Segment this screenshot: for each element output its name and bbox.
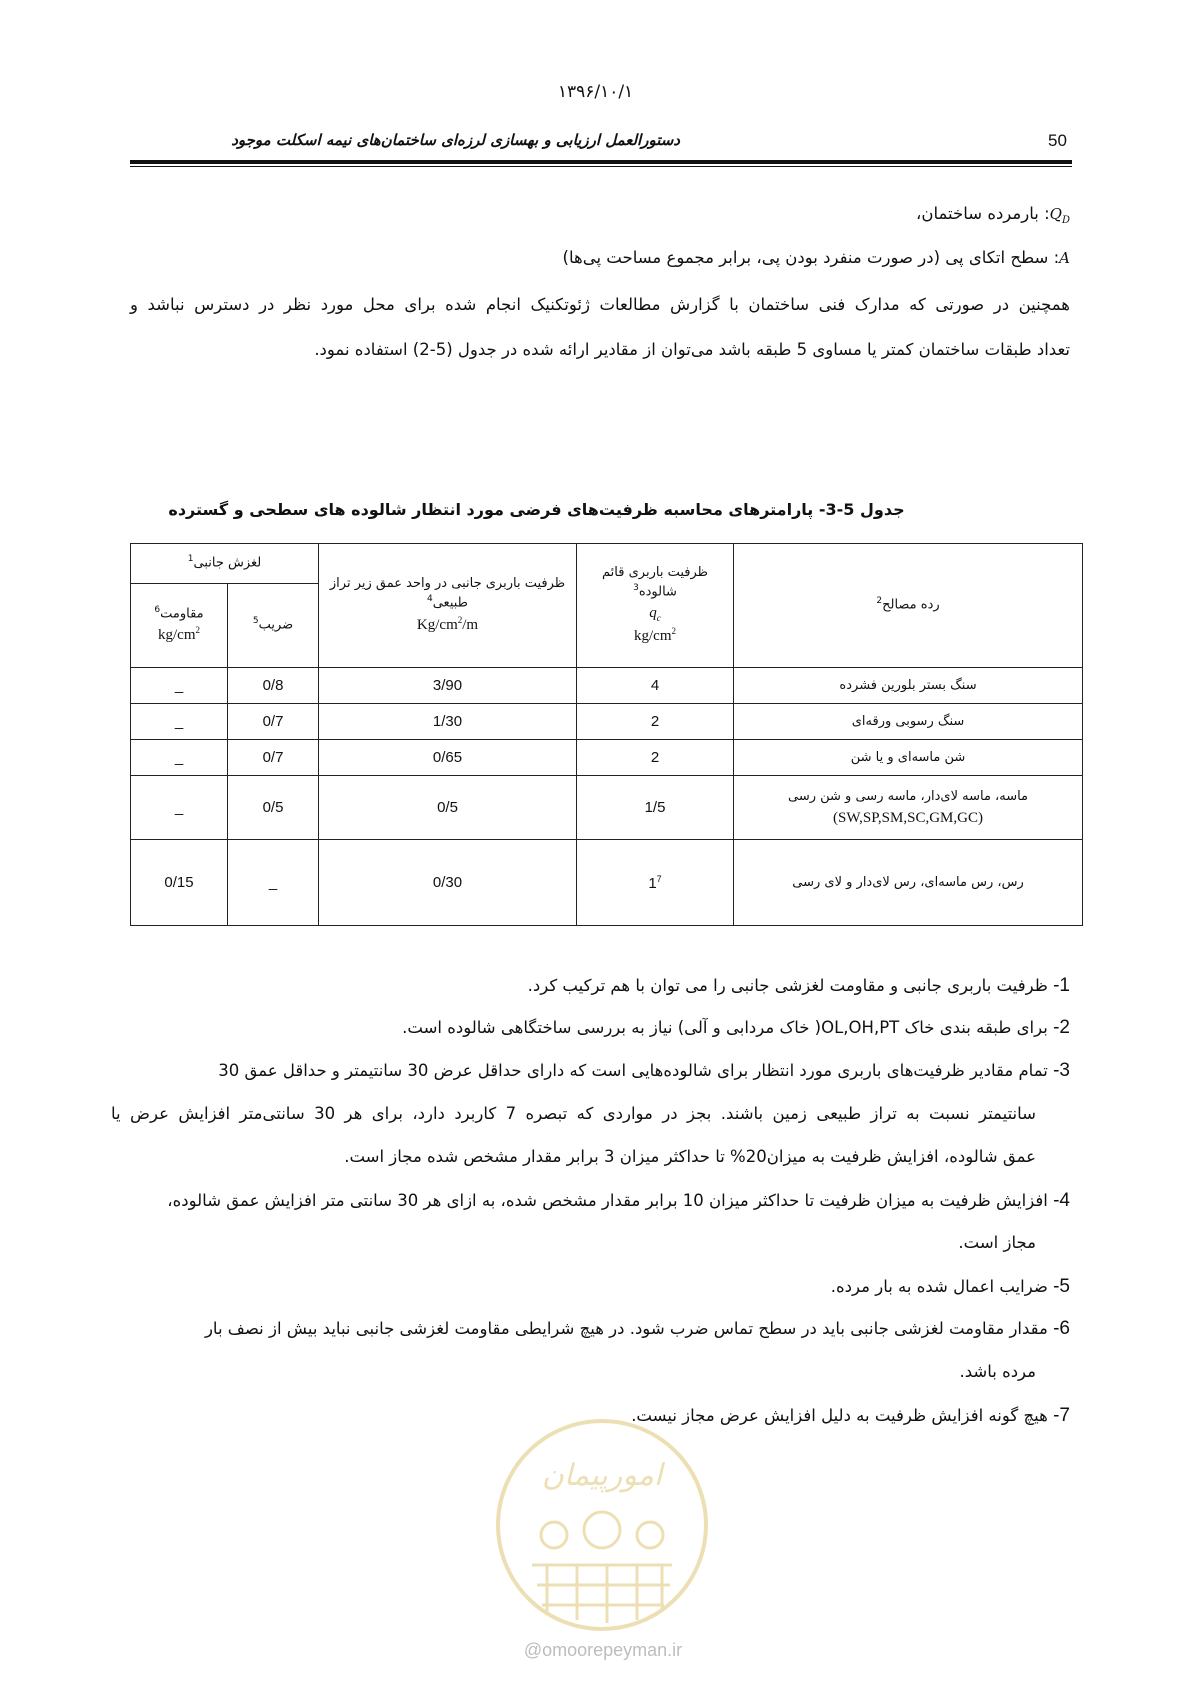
cell-coefficient: 0/5 <box>228 776 319 840</box>
footnote-3-line3: عمق شالوده، افزایش ظرفیت به میزان20% تا حداکثر میزان 3 برابر مقدار مشخص شده مجاز است. <box>344 1147 1036 1166</box>
cell-material: شن ماسه‌ای و یا شن <box>734 740 1083 776</box>
footnote-6: 6- مقدار مقاومت لغزشی جانبی باید در سطح تماس ضرب شود. در هیچ شرایطی مقاومت لغزشی جانبی نباید بیش از نصف بار <box>204 1318 1070 1339</box>
header-coefficient: ضریب$^5$ <box>228 584 319 668</box>
intro-paragraph-line2: تعداد طبقات ساختمان کمتر یا مساوی 5 طبقه باشد می‌توان از مقادیر ارائه شده در جدول (5-2) استفاده نمود. <box>314 340 1070 359</box>
cell-material: سنگ رسوبی ورقه‌ای <box>734 704 1083 740</box>
header-resistance: مقاومت$^6$ $kg/cm^2$ <box>131 584 228 668</box>
cell-resistance: _ <box>131 776 228 840</box>
footnote-2: 2- برای طبقه بندی خاک OL,OH,PT( خاک مردابی و آلی) نیاز به بررسی ساختگاهی شالوده است. <box>402 1017 1070 1038</box>
footnote-1: 1- ظرفیت باربری جانبی و مقاومت لغزشی جانبی را می توان با هم ترکیب کرد. <box>527 975 1070 996</box>
cell-qc: 2 <box>577 740 734 776</box>
foundation-capacity-table <box>130 543 1083 926</box>
cell-resistance: _ <box>131 740 228 776</box>
document-title: دستورالعمل ارزیابی و بهسازی لرزه‌ای ساختمان‌های نیمه اسکلت موجود <box>231 131 680 149</box>
header-vertical-capacity: ظرفیت باربری قائم شالوده$^3$ $q_c$ $kg/cm^2$ <box>577 544 734 668</box>
cell-coefficient: 0/8 <box>228 668 319 704</box>
cell-lateral: 0/5 <box>319 776 577 840</box>
table-row <box>131 776 1083 840</box>
cell-qc: 2 <box>577 704 734 740</box>
table-row <box>131 840 1083 926</box>
a-symbol: A <box>1059 249 1070 267</box>
table-caption: جدول 5-3- پارامترهای محاسبه ظرفیت‌های فرضی مورد انتظار شالوده های سطحی و گسترده <box>168 500 905 519</box>
page-number: 50 <box>1048 131 1067 150</box>
intro-paragraph-line1: همچنین در صورتی که مدارک فنی ساختمان با گزارش مطالعات ژئوتکنیک انجام شده برای محل مورد نظر در دسترس نباشد و <box>130 295 1070 314</box>
qd-symbol: $Q_D$ <box>1049 205 1070 226</box>
cell-material: سنگ بستر بلورین فشرده <box>734 668 1083 704</box>
table-header-row <box>131 544 1083 584</box>
footnote-5: 5- ضرایب اعمال شده به بار مرده. <box>830 1276 1070 1297</box>
cell-resistance: 0/15 <box>131 840 228 926</box>
header-date: ۱۳۹۶/۱۰/۱ <box>557 82 634 102</box>
cell-qc: 4 <box>577 668 734 704</box>
cell-qc: 1/5 <box>577 776 734 840</box>
cell-resistance: _ <box>131 668 228 704</box>
header-lateral-capacity: ظرفیت باربری جانبی در واحد عمق زیر تراز طبیعی$^4$ $Kg/cm^2/m$ <box>319 544 577 668</box>
cell-lateral: 3/90 <box>319 668 577 704</box>
qd-text: : بارمرده ساختمان، <box>916 204 1050 223</box>
cell-coefficient: 0/7 <box>228 704 319 740</box>
header-sliding: لغزش جانبی$^1$ <box>131 544 319 584</box>
footnote-4-line2: مجاز است. <box>958 1233 1036 1252</box>
cell-resistance: _ <box>131 704 228 740</box>
table-row <box>131 668 1083 704</box>
header-material: رده مصالح$^2$ <box>734 544 1083 668</box>
footnote-3: 3- تمام مقادیر ظرفیت‌های باربری مورد انتظار برای شالوده‌هایی است که دارای حداقل عرض 30 سانتیمتر و حداقل عمق 30 <box>218 1060 1070 1081</box>
watermark-logo <box>492 1415 712 1635</box>
cell-qc: $1^7$ <box>577 840 734 926</box>
footnote-3-line2: سانتیمتر نسبت به تراز طبیعی زمین باشند. بجز در مواردی که تبصره 7 کاربرد دارد، برای هر 30 سانتی‌متر افزایش عرض یا <box>111 1104 1036 1123</box>
qd-definition <box>130 204 1070 226</box>
header-rule-thin <box>130 166 1072 167</box>
footnote-7: 7- هیچ گونه افزایش ظرفیت به دلیل افزایش عرض مجاز نیست. <box>631 1405 1070 1426</box>
header-rule-thick <box>130 160 1072 164</box>
cell-lateral: 1/30 <box>319 704 577 740</box>
cell-coefficient: _ <box>228 840 319 926</box>
cell-lateral: 0/65 <box>319 740 577 776</box>
cell-lateral: 0/30 <box>319 840 577 926</box>
cell-material: رس، رس ماسه‌ای، رس لای‌دار و لای رسی <box>734 840 1083 926</box>
a-definition <box>130 248 1070 267</box>
cell-material: ماسه، ماسه لای‌دار، ماسه رسی و شن رسی (SW,SP,SM,SC,GM,GC) <box>734 776 1083 840</box>
svg-text:امورپیمان: امورپیمان <box>541 1458 663 1493</box>
footnote-4: 4- افزایش ظرفیت به میزان ظرفیت تا حداکثر میزان 10 برابر مقدار مشخص شده، به ازای هر 30 سانتی متر افزایش عمق شالوده، <box>167 1190 1070 1211</box>
watermark-caption: @omoorepeyman.ir <box>523 1640 683 1660</box>
a-text: : سطح اتکای پی (در صورت منفرد بودن پی، برابر مجموع مساحت پی‌ها) <box>562 248 1060 267</box>
table-row <box>131 704 1083 740</box>
footnote-6-line2: مرده باشد. <box>959 1362 1036 1381</box>
table-row <box>131 740 1083 776</box>
cell-coefficient: 0/7 <box>228 740 319 776</box>
